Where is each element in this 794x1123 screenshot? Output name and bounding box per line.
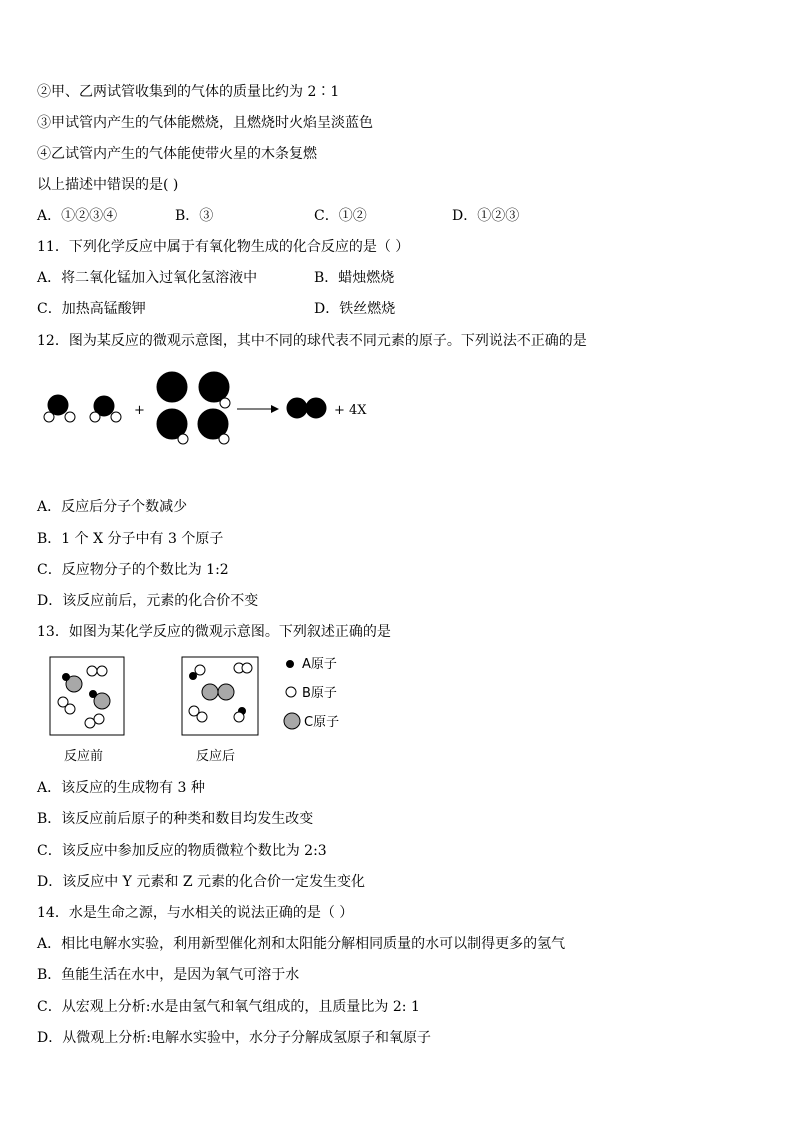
- a-atom: [90, 691, 97, 698]
- a-atom: [190, 673, 197, 680]
- q14-option-a: A．相比电解水实验，利用新型催化剂和太阳能分解相同质量的水可以制得更多的氢气: [37, 936, 566, 952]
- q12-stem: 12．图为某反应的微观示意图，其中不同的球代表不同元素的原子。下列说法不正确的是: [37, 333, 587, 349]
- q12-option-b: B．1 个 X 分子中有 3 个原子: [37, 531, 224, 547]
- q12-option-d: D．该反应前后，元素的化合价不变: [37, 593, 259, 609]
- b-atom: [87, 666, 97, 676]
- q13-option-d: D．该反应中 Y 元素和 Z 元素的化合价一定发生变化: [37, 874, 365, 890]
- q14-option-b: B．鱼能生活在水中，是因为氧气可溶于水: [37, 967, 300, 983]
- q11-option-c: C．加热高锰酸钾: [37, 301, 146, 317]
- after-label: 反应后: [196, 749, 236, 764]
- q14-option-c: C．从宏观上分析:水是由氢气和氧气组成的，且质量比为 2: 1: [37, 999, 420, 1015]
- b-atom: [97, 666, 107, 676]
- q10-option-c: C．①②: [314, 208, 367, 224]
- q12-option-a: A．反应后分子个数减少: [37, 499, 188, 515]
- q10-option-b: B．③: [175, 208, 214, 224]
- b-atom: [65, 704, 75, 714]
- q11-option-d: D．铁丝燃烧: [314, 301, 396, 317]
- b-atom: [94, 714, 104, 724]
- q14-stem: 14．水是生命之源，与水相关的说法正确的是（ ）: [37, 905, 354, 921]
- b-atom: [234, 712, 244, 722]
- b-atom: [197, 712, 207, 722]
- c-atom: [218, 684, 234, 700]
- q10-statement-4: ④乙试管内产生的气体能使带火星的木条复燃: [37, 146, 317, 162]
- a-atom: [63, 674, 70, 681]
- plus-sign: +: [134, 403, 145, 418]
- legend-a-label: A原子: [302, 657, 337, 672]
- legend-a-atom: [287, 661, 294, 668]
- legend-b-label: B原子: [302, 686, 337, 701]
- q10-prompt: 以上描述中错误的是( ): [37, 177, 179, 193]
- b-atom: [195, 665, 205, 675]
- q13-option-b: B．该反应前后原子的种类和数目均发生改变: [37, 811, 314, 827]
- q13-option-a: A．该反应的生成物有 3 种: [37, 780, 205, 796]
- q13-option-c: C．该反应中参加反应的物质微粒个数比为 2:3: [37, 843, 327, 859]
- q13-stem: 13．如图为某化学反应的微观示意图。下列叙述正确的是: [37, 624, 391, 640]
- b-atom: [85, 718, 95, 728]
- b-atom: [242, 663, 252, 673]
- product-x-label: + 4X: [334, 403, 367, 418]
- q14-option-d: D．从微观上分析:电解水实验中，水分子分解成氢原子和氧原子: [37, 1030, 431, 1046]
- q11-stem: 11．下列化学反应中属于有氧化物生成的化合反应的是（ ）: [37, 239, 410, 255]
- legend-b-atom: [286, 687, 296, 697]
- legend-c-atom: [284, 713, 300, 729]
- legend-c-label: C原子: [304, 715, 340, 730]
- q10-option-d: D．①②③: [452, 208, 520, 224]
- before-label: 反应前: [64, 749, 104, 764]
- q10-statement-2: ②甲、乙两试管收集到的气体的质量比约为 2∶1: [37, 84, 340, 100]
- q11-option-b: B．蜡烛燃烧: [314, 270, 395, 286]
- q11-option-a: A．将二氧化锰加入过氧化氢溶液中: [37, 270, 258, 286]
- q10-statement-3: ③甲试管内产生的气体能燃烧，且燃烧时火焰呈淡蓝色: [37, 115, 373, 131]
- c-atom: [202, 684, 218, 700]
- q12-option-c: C．反应物分子的个数比为 1:2: [37, 562, 229, 578]
- q10-option-a: A．①②③④: [37, 208, 118, 224]
